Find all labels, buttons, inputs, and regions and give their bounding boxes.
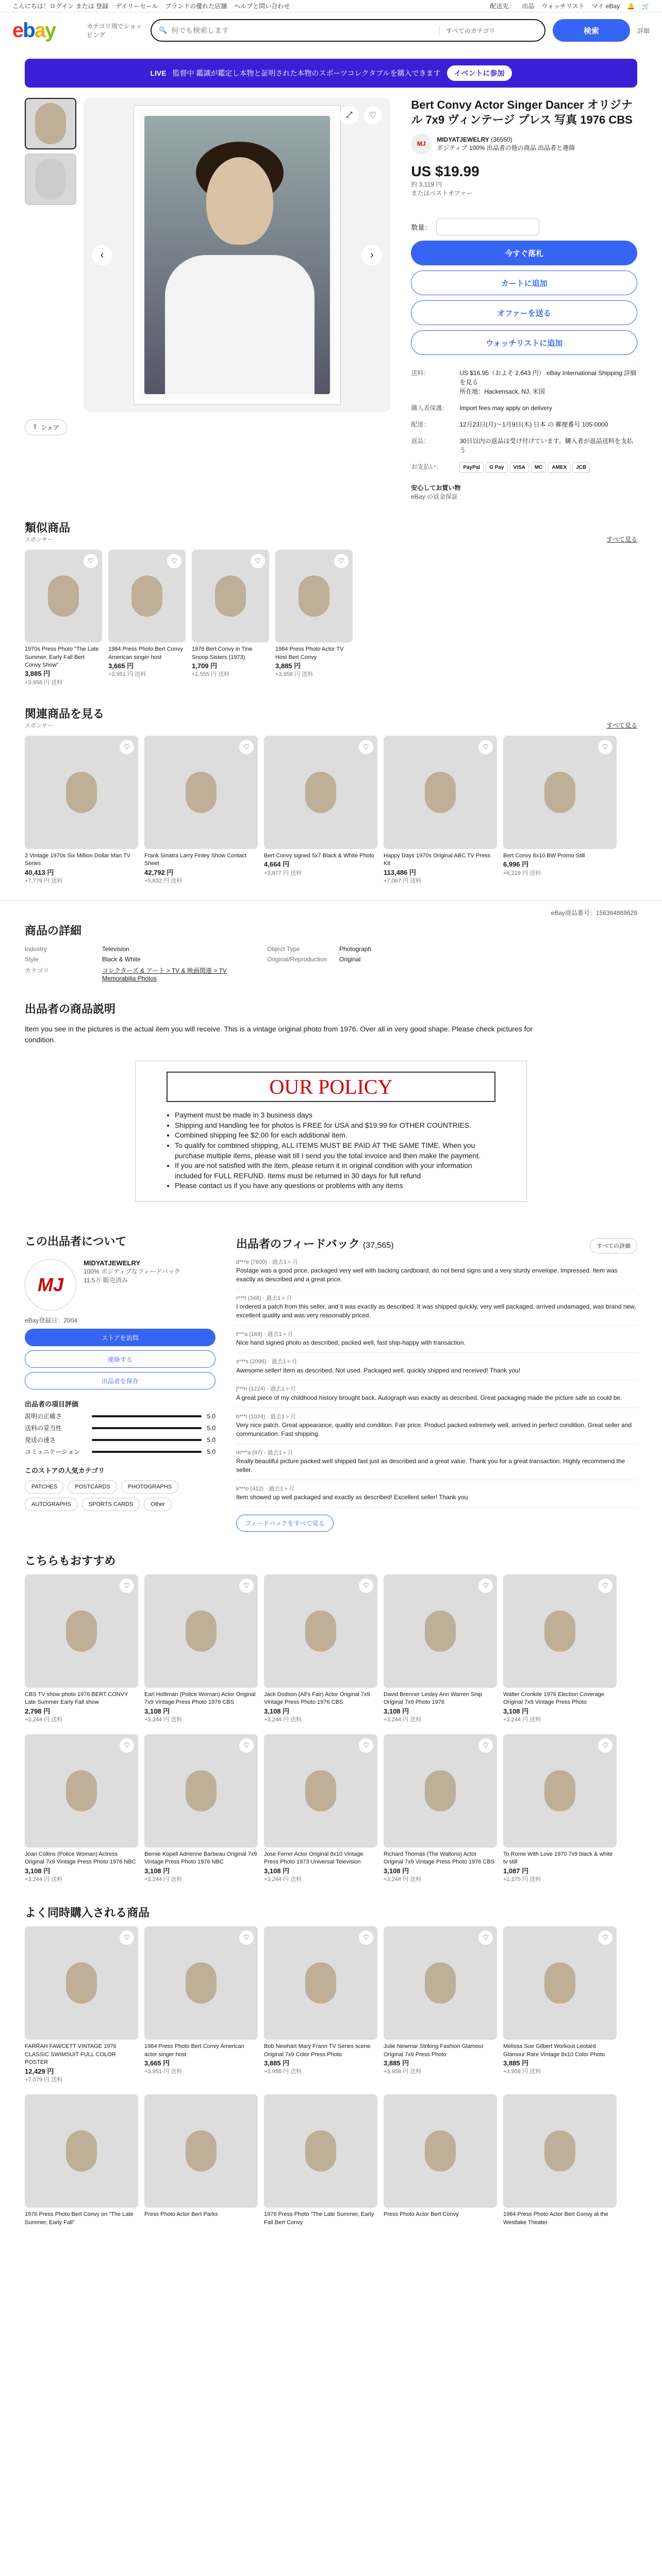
product-card[interactable] — [503, 1734, 617, 1884]
text: この出品者について — [25, 1235, 127, 1248]
item-main — [0, 98, 662, 501]
brand-link[interactable]: ブランドの優れた店舗 — [165, 3, 227, 10]
text: +3,244 円 送料 — [264, 1876, 302, 1883]
text: スポンサー — [25, 537, 53, 544]
product-card[interactable] — [25, 2094, 138, 2227]
text: 30日以内の返品は受け付けています。購入者が返品送料を支払う — [459, 437, 633, 454]
text: 商品の詳細 — [25, 924, 82, 938]
text: 送料の妥当性 — [25, 1425, 62, 1432]
product-card[interactable] — [264, 1734, 377, 1884]
payment-methods — [459, 462, 590, 473]
heart-icon[interactable]: ♡ — [359, 740, 373, 754]
product-card[interactable] — [264, 1926, 377, 2084]
heart-icon[interactable]: ♡ — [120, 1738, 134, 1753]
make-offer-button[interactable]: オファーを送る — [411, 300, 637, 325]
text: お支払い： — [411, 463, 442, 471]
text: スポンサー — [25, 722, 53, 729]
text: t***a (169) · 過去1ヶ月 — [236, 1331, 293, 1338]
text: (36550) — [491, 135, 512, 143]
text: Item showed up well packaged and exactly as described! Excellent seller! Thank you — [236, 1493, 468, 1501]
text: Melissa Sue Gilbert Workout Leotard Glamour Rare Vintage 8x10 Color Photo — [503, 2043, 605, 2058]
category-tag[interactable]: PHOTOGRAPHS — [121, 1480, 178, 1494]
heart-icon[interactable]: ♡ — [478, 1579, 493, 1593]
text: よく同時購入される商品 — [25, 1906, 150, 1920]
text: +3,958 円 送料 — [275, 671, 313, 678]
text: 発送の速さ — [25, 1436, 56, 1444]
save-seller-button[interactable]: 出品者を保存 — [25, 1372, 216, 1389]
item-title: Bert Convy Actor Singer Dancer オリジナル 7x9 ヴィンテージ プレス 写真 1976 CBS — [411, 98, 633, 126]
seller-section — [0, 1233, 662, 1532]
text: 3,665 円 — [144, 2059, 170, 2067]
top-bar — [0, 0, 662, 12]
text: 5.0 — [207, 1412, 216, 1420]
policy-box — [135, 1061, 527, 1202]
recommended-section — [0, 1552, 662, 1884]
text: CBS TV show photo 1976 BERT CONVY Late Summer Early Fall show — [25, 1691, 128, 1706]
product-card[interactable] — [275, 550, 353, 687]
product-card[interactable] — [264, 1574, 377, 1724]
category-tag[interactable]: SPORTS CARDS — [82, 1498, 140, 1511]
heart-icon[interactable]: ♡ — [239, 740, 254, 754]
promo-text: 監督中 鑑識が鑑定し本物と証明された本物のスポーツコレクタブルを購入できます — [172, 69, 441, 77]
watchlist-link[interactable]: ウォッチリスト — [541, 3, 585, 10]
product-card[interactable] — [384, 1574, 497, 1724]
jcb-icon: JCB — [572, 462, 590, 473]
text: 3,108 円 — [264, 1867, 290, 1875]
product-card[interactable] — [384, 1926, 497, 2084]
buy-now-button[interactable]: 今すぐ落札 — [411, 241, 637, 265]
text: 3,665 円 — [108, 662, 134, 670]
see-all-link[interactable]: すべて見る — [606, 536, 637, 544]
text: +3,244 円 送料 — [503, 1716, 541, 1723]
section-title: 類似商品 — [25, 521, 71, 535]
text: b***i (1024) · 過去1ヶ月 — [236, 1413, 296, 1420]
text: Object Type — [267, 945, 300, 953]
heart-icon[interactable]: ♡ — [120, 1579, 134, 1593]
text: 3,885 円 — [384, 2059, 409, 2067]
ship-to[interactable]: 配送先： — [490, 3, 515, 10]
text: +3,951 円 送料 — [144, 2069, 183, 2075]
search-button[interactable]: 検索 — [553, 19, 630, 42]
product-card[interactable] — [503, 1926, 617, 2084]
best-offer: またはベストオファー — [411, 190, 473, 197]
product-card[interactable] — [264, 736, 377, 885]
search-icon: 🔍 — [159, 26, 168, 34]
category-tag[interactable]: PATCHES — [25, 1480, 64, 1494]
text: s***s (2096) · 過去1ヶ月 — [236, 1359, 297, 1365]
text: Industry — [25, 945, 47, 953]
text: Style — [25, 956, 39, 963]
text: +2,175 円 送料 — [503, 1876, 541, 1883]
product-card[interactable] — [108, 550, 186, 687]
text: 購入者保護： — [411, 404, 449, 412]
text: Bob Newhart Mary Frann TV Series scene Original 7x9 Color Press Photo — [264, 2043, 371, 2058]
text: 出品者の商品説明 — [25, 1003, 116, 1016]
text: カテゴリ — [25, 967, 49, 975]
text: コミュニケーション — [25, 1448, 80, 1456]
text: 12,429 円 — [25, 2067, 54, 2075]
text: Happy Days 1970s Original ABC TV Press Kit — [384, 852, 491, 867]
text: こちらもおすすめ — [25, 1554, 116, 1567]
heart-icon[interactable]: ♡ — [239, 1930, 254, 1945]
feedback-item — [236, 1380, 637, 1408]
similar-section — [0, 501, 662, 687]
text: +3,958 円 送料 — [264, 2069, 302, 2075]
gpay-icon: G Pay — [486, 462, 507, 473]
text: Walter Cronkite 1976 Election Coverage Original 7x9 Vintage Press Photo — [503, 1691, 604, 1706]
text: 1976 Bert Convy in Tine Snoop Sisters (1973) — [192, 646, 253, 660]
text: • Combined shipping fee $2.00 for each additional item. — [175, 1130, 495, 1141]
text: 42,792 円 — [144, 868, 174, 876]
heart-icon[interactable]: ♡ — [478, 1930, 493, 1945]
text: 5.0 — [207, 1448, 216, 1455]
amex-icon: AMEX — [548, 462, 570, 473]
text: +3,244 円 送料 — [144, 1876, 183, 1883]
text: 出品者の項目評価 — [25, 1400, 79, 1409]
text: 送料： — [411, 369, 430, 377]
visit-store-button[interactable]: ストアを訪問 — [25, 1329, 216, 1346]
text: A great piece of my childhood history brought back. Autograph was exactly as described. Great packaging made the picture safe as could be. — [236, 1394, 622, 1401]
text: 1984 Press Photo Bert Convy American singer host — [108, 646, 183, 660]
product-card[interactable] — [144, 2094, 258, 2227]
product-card[interactable] — [144, 736, 258, 885]
feedback-item — [236, 1444, 637, 1480]
text: +3,244 円 送料 — [25, 1716, 63, 1723]
heart-icon[interactable]: ♡ — [598, 1930, 613, 1945]
search-input[interactable] — [171, 26, 435, 35]
text: David Brenner Lesley Ann Warren Snip Original 7x9 Photo 1976 — [384, 1691, 482, 1706]
feedback-item — [236, 1353, 637, 1380]
bell-icon[interactable]: 🔔 — [627, 2, 635, 10]
text: 所在地：Hackensack, NJ, 米国 — [459, 388, 545, 396]
text: j***n (1224) · 過去1ヶ月 — [236, 1386, 296, 1393]
text: 返品： — [411, 437, 430, 445]
text: 3,885 円 — [25, 670, 51, 678]
text: Richard Thomas (The Waltons) Actor Original 7x9 Vintage Press Photo 1976 CBS — [384, 1851, 495, 1866]
text: +3,244 円 送料 — [264, 1716, 302, 1723]
deals-link[interactable]: デイリーセール — [115, 3, 158, 10]
text: Press Photo Actor Bert Convy — [384, 2211, 459, 2218]
feedback-item — [236, 1253, 637, 1290]
text: Bert Convy 8x10 BW Promo Still — [503, 852, 585, 859]
seller-links[interactable]: ポジティブ 100% 出品者の他の商品 出品者と連絡 — [437, 144, 575, 151]
text: Bernie Kopell Adrienne Barbeau Original 7x9 Vintage Press Photo 1976 NBC — [144, 1851, 257, 1866]
text: 1984 Press Photo Bert Convy American actor singer host — [144, 2043, 244, 2058]
quantity-label: 数量： — [411, 223, 432, 231]
text: Frank Sinatra Larry Finley Show Contact Sheet — [144, 852, 247, 867]
product-card[interactable] — [192, 550, 269, 687]
text: +3,958 円 送料 — [25, 679, 63, 686]
text: 配達： — [411, 421, 430, 429]
main-image[interactable] — [84, 98, 390, 412]
help-link[interactable]: ヘルプと問い合わせ — [234, 3, 290, 10]
text: Import fees may apply on delivery — [459, 404, 552, 412]
product-card[interactable] — [25, 550, 102, 687]
text: Original — [339, 956, 361, 963]
price-jpy: 約 3,119 円 — [411, 181, 442, 189]
text: Television — [102, 945, 129, 953]
quantity-field[interactable] — [436, 218, 539, 235]
text: • To qualify for combined shipping, ALL ITEMS MUST BE PAID AT THE SAME TIME. When you purchase multiple items, please wait till I send you the total invoice and then make the payment. — [175, 1141, 495, 1161]
signin-link[interactable]: こんにちは！ログイン または 登録 — [12, 3, 109, 10]
text: MIDYATJEWELRY — [84, 1259, 141, 1267]
text: 11.5万 販売済み — [84, 1277, 128, 1284]
text: 3,108 円 — [384, 1707, 409, 1715]
product-card[interactable] — [384, 2094, 497, 2227]
live-badge: LIVE — [150, 69, 167, 77]
text: 100% ポジティブなフィードバック — [84, 1268, 180, 1276]
event-button[interactable]: イベントに参加 — [447, 65, 512, 81]
text: +3,951 円 送料 — [108, 671, 146, 678]
text: +3,244 円 送料 — [144, 1716, 183, 1723]
text: Postage was a good price, packaged very well with backing cardboard, do not bend signs and a very sturdy envelope. Impressed. Item was exactly as described and a great price. — [236, 1267, 618, 1283]
text: 3,108 円 — [144, 1867, 170, 1875]
heart-icon[interactable]: ♡ — [120, 740, 134, 754]
contact-button[interactable]: 連絡する — [25, 1350, 216, 1368]
heart-icon[interactable]: ♡ — [478, 740, 493, 754]
text: 3,885 円 — [275, 662, 301, 670]
text: Photograph — [339, 945, 372, 953]
gallery — [25, 98, 390, 501]
text: Original/Reproduction — [267, 956, 327, 963]
product-card[interactable] — [384, 1734, 497, 1884]
heart-icon[interactable]: ♡ — [239, 1579, 254, 1593]
text: +5,832 円 送料 — [144, 877, 183, 884]
text: 1,087 円 — [503, 1867, 529, 1875]
myebay-link[interactable]: マイ eBay — [591, 3, 620, 10]
text: +3,958 円 送料 — [503, 2069, 541, 2075]
heart-icon[interactable]: ♡ — [239, 1738, 254, 1753]
feedback-item — [236, 1480, 637, 1507]
chevron-left-icon[interactable]: ‹ — [92, 245, 112, 265]
category-breadcrumb[interactable]: コレクターズ & アート > TV & 映画関連 > TV Memorabilia Photos — [102, 967, 227, 982]
item-details — [0, 901, 662, 1202]
heart-icon[interactable]: ♡ — [478, 1738, 493, 1753]
text: eBay登録日：2004 — [25, 1317, 78, 1325]
text: • Shipping and Handling fee for photos is FREE for USA and $19.99 for OTHER COUNTRIES. — [175, 1121, 495, 1131]
text: 1976 Press Photo Bert Convy on "The Late Summer, Early Fall" — [25, 2211, 134, 2226]
text: To Rome With Love 1970 7x9 black & white tv still — [503, 1851, 613, 1866]
product-card[interactable] — [25, 736, 138, 885]
product-card[interactable] — [25, 1734, 138, 1884]
product-card[interactable] — [384, 736, 497, 885]
heart-icon[interactable]: ♡ — [251, 554, 265, 568]
thumbnail[interactable] — [25, 98, 76, 149]
text: 3,108 円 — [264, 1707, 290, 1715]
text: 4,664 円 — [264, 860, 290, 869]
paypal-icon: PayPal — [459, 462, 484, 473]
text: +7,079 円 送料 — [25, 2076, 63, 2083]
related-section — [0, 687, 662, 885]
see-all-link[interactable]: すべて見る — [606, 721, 637, 729]
text: US $16.95（およそ 2,643 円） eBay International Shipping 詳細を見る — [459, 369, 637, 386]
text: 5.0 — [207, 1436, 216, 1444]
text: +3,244 円 送料 — [25, 1876, 63, 1883]
section-title: 関連商品を見る — [25, 707, 105, 720]
text: 2 Vintage 1970s Six Million Dollar Man TV Series — [25, 852, 131, 867]
text: Press Photo Actor Bert Parks — [144, 2211, 218, 2218]
heart-icon[interactable]: ♡ — [84, 554, 98, 568]
text: 3,108 円 — [503, 1707, 529, 1715]
text: 出品者のフィードバック — [236, 1237, 360, 1250]
text: FARRAH FAWCETT VINTAGE 1976 CLASSIC SWIMSUIT FULL COLOR POSTER — [25, 2043, 117, 2066]
text: 1984 Press Photo Actor TV Host Bert Convy — [275, 646, 344, 660]
text: +7,067 円 送料 — [384, 877, 422, 884]
text: Black & White — [102, 956, 141, 963]
text: 安心してお買い物 — [411, 484, 461, 492]
text: (37,565) — [362, 1241, 394, 1250]
text: +6,219 円 送料 — [503, 870, 541, 876]
text: 1970s Press Photo "The Late Summer, Early Fall Bert Convy Show" — [25, 646, 99, 668]
mastercard-icon: MC — [531, 462, 547, 473]
text: 12月23日(月)〜1月9日(木) 日本 の 郵便番号 105-0000 — [459, 421, 608, 429]
text: Earl Holliman (Police Woman) Actor Original 7x9 Vintage Press Photo 1976 CBS — [144, 1691, 256, 1706]
product-card[interactable] — [503, 1574, 617, 1724]
text: 3,108 円 — [25, 1867, 51, 1875]
text: 3,885 円 — [503, 2059, 529, 2067]
text: 3,108 円 — [384, 1867, 409, 1875]
text: • Please contact us if you have any questions or problems with any items — [175, 1181, 495, 1191]
heart-icon[interactable]: ♡ — [598, 740, 613, 754]
text: Really beautiful picture packed well shipped fast just as described and a great value. Thank you for a great transaction. Highly recommend the seller. — [236, 1457, 625, 1473]
heart-icon[interactable]: ♡ — [598, 1738, 613, 1753]
product-card[interactable] — [25, 1574, 138, 1724]
cart-icon[interactable]: 🛒 — [642, 2, 650, 10]
feedback-section — [236, 1233, 637, 1532]
text: 6,996 円 — [503, 860, 529, 869]
item-number: eBay商品番号：156364869629 — [551, 909, 637, 917]
advanced-link[interactable]: 詳細 — [637, 27, 650, 35]
text: +3,244 円 送料 — [384, 1716, 422, 1723]
add-to-cart-button[interactable]: カートに追加 — [411, 270, 637, 295]
text: Awesome seller! Item as described. Not used. Packaged well, quickly shipped and received! Thank you! — [236, 1366, 521, 1374]
heart-icon[interactable]: ♡ — [120, 1930, 134, 1945]
product-card[interactable] — [25, 1926, 138, 2084]
safe-shopping — [411, 483, 637, 501]
chevron-right-icon[interactable]: › — [361, 245, 382, 265]
heart-icon[interactable]: ♡ — [359, 1930, 373, 1945]
seller-logo[interactable]: MJ — [411, 133, 432, 154]
text: OUR POLICY — [167, 1072, 495, 1102]
item-price: US $19.99 — [411, 163, 479, 180]
text: +3,877 円 送料 — [264, 870, 302, 876]
header — [0, 12, 662, 48]
item-description: Item you see in the pictures is the actual item you will receive. This is a vintage original photo from 1976. Over all in very good shape. Please check pictures for condition. — [25, 1025, 533, 1044]
text: 3,108 円 — [144, 1707, 170, 1715]
heart-icon[interactable]: ♡ — [359, 1579, 373, 1593]
product-card[interactable] — [503, 736, 617, 885]
ebay-logo[interactable]: ebay — [12, 19, 56, 42]
text: Very nice patch. Great appearance, quality and condition. Fair price. Product packed extremely well, arrived in perfect condition. Great seller and communication. Fast shipping. — [236, 1421, 632, 1437]
shop-by-category[interactable]: カテゴリ別でショッピング — [87, 23, 142, 39]
text: 1,709 円 — [192, 662, 218, 670]
thumbnail[interactable] — [25, 154, 76, 205]
text: 1976 Press Photo "The Late Summer, Early Fall Bert Convy — [264, 2211, 374, 2226]
share-icon: ⇪ — [32, 423, 38, 430]
add-to-watchlist-button[interactable]: ウォッチリストに追加 — [411, 330, 637, 355]
text: d***e (7600) · 過去1ヶ月 — [236, 1259, 298, 1266]
product-card[interactable] — [264, 2094, 377, 2227]
text: Jack Dodson (All's Fair) Actor Original 7x9 Vintage Press Photo 1976 CBS — [264, 1691, 370, 1706]
category-tag[interactable]: POSTCARDS — [68, 1480, 117, 1494]
category-select[interactable]: すべてのカテゴリ — [439, 26, 537, 35]
text: 説明の正確さ — [25, 1413, 62, 1420]
product-card[interactable] — [144, 1734, 258, 1884]
text: 2,798 円 — [25, 1707, 51, 1715]
bought-together-section — [0, 1904, 662, 2227]
product-card[interactable] — [144, 1574, 258, 1724]
feedback-item — [236, 1408, 637, 1444]
heart-icon[interactable]: ♡ — [598, 1579, 613, 1593]
heart-icon[interactable]: ♡ — [363, 106, 382, 125]
expand-icon[interactable]: ⤢ — [340, 106, 358, 125]
seller-name[interactable]: MIDYATJEWELRY — [437, 135, 489, 143]
text: +7,779 円 送料 — [25, 877, 63, 884]
seller-summary — [411, 133, 637, 154]
text: このストアの人気カテゴリ — [25, 1467, 105, 1475]
shipping-info — [411, 368, 637, 473]
text: +3,244 円 送料 — [384, 1876, 422, 1883]
seller-logo[interactable]: MJ — [25, 1259, 76, 1311]
heart-icon[interactable]: ♡ — [167, 554, 181, 568]
text: I ordered a patch from this seller, and it was exactly as described. It was shipped quickly, very well packaged, arrived undamaged, was brand new, excellent quality and was very reasonably priced. — [236, 1303, 636, 1319]
text: Nice hand signed photo as described, packed well, fast ship-happy with transaction. — [236, 1339, 466, 1347]
text: シェア — [41, 424, 59, 431]
category-tag[interactable]: Other — [144, 1498, 172, 1511]
feedback-item — [236, 1290, 637, 1326]
text: r***t (348) · 過去1ヶ月 — [236, 1295, 292, 1302]
sell-link[interactable]: 出品 — [522, 3, 535, 10]
share-button[interactable] — [25, 419, 67, 435]
heart-icon[interactable]: ♡ — [334, 554, 349, 568]
text: Bert Convy signed 5x7 Black & White Photo — [264, 852, 374, 859]
feedback-item — [236, 1326, 637, 1353]
see-all-feedback-button[interactable]: フィードバックをすべて見る — [236, 1515, 334, 1532]
text: • Payment must be made in 3 business days — [175, 1110, 495, 1121]
text[interactable]: eBay の返金保証 — [411, 493, 458, 501]
item-info — [411, 98, 637, 501]
category-tag[interactable]: AUTOGRAPHS — [25, 1498, 78, 1511]
promo-banner[interactable] — [25, 59, 637, 88]
text: +1,555 円 送料 — [192, 671, 230, 678]
text: Julie Newmar Striking Fashion Glamour Original 7x9 Press Photo — [384, 2043, 484, 2058]
product-card[interactable] — [503, 2094, 617, 2227]
text: 5.0 — [207, 1424, 216, 1432]
text: 1984 Press Photo Actor Bert Convy at the Westlake Theater — [503, 2211, 608, 2226]
text: 113,486 円 — [384, 868, 416, 876]
text: 40,413 円 — [25, 868, 54, 876]
text: Jose Ferrer Actor Original 8x10 Vintage Press Photo 1973 Universal Television — [264, 1851, 363, 1866]
search-bar — [151, 19, 545, 42]
product-card[interactable] — [144, 1926, 258, 2084]
text: m***a (97) · 過去1ヶ月 — [236, 1449, 293, 1456]
text: 3,885 円 — [264, 2059, 290, 2067]
visa-icon: VISA — [510, 462, 529, 473]
text: • If you are not satisfied with the item, please return it in original condition with your information included for FULL REFUND. Items must be returned in 30 days for full refund — [175, 1161, 495, 1181]
text: k***o (412) · 過去1ヶ月 — [236, 1485, 295, 1492]
feedback-filter[interactable]: すべての評価 — [590, 1238, 637, 1253]
text: +3,958 円 送料 — [384, 2069, 422, 2075]
text: Joan Collins (Police Woman) Actress Original 7x9 Vintage Press Photo 1976 NBC — [25, 1851, 136, 1866]
heart-icon[interactable]: ♡ — [359, 1738, 373, 1753]
